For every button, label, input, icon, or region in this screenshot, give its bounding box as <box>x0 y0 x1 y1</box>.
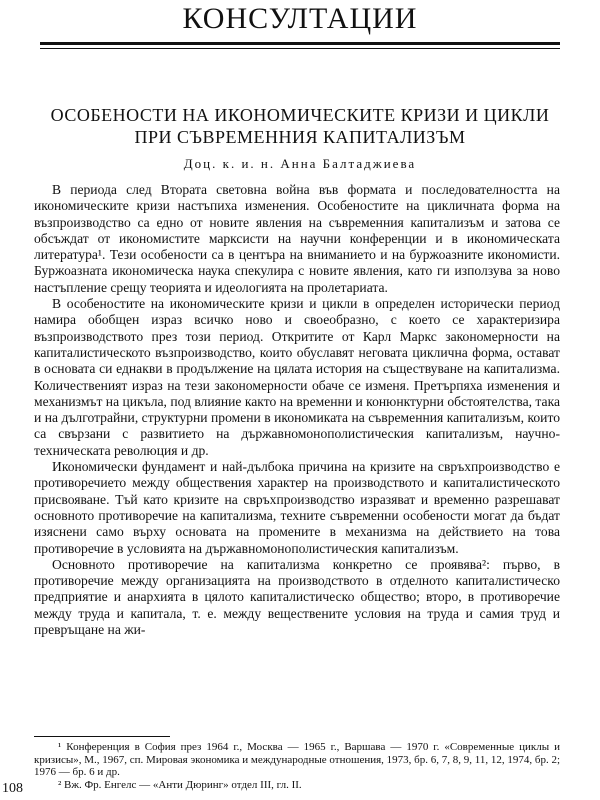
header-rule-thick <box>40 42 560 45</box>
article-title-line-2: ПРИ СЪВРЕМЕННИЯ КАПИТАЛИЗЪМ <box>134 127 466 147</box>
page-number: 108 <box>2 781 23 796</box>
footnote-2: ² Вж. Фр. Енгелс — «Анти Дюринг» отдел III, гл. II. <box>58 778 302 791</box>
article-title-line-1: ОСОБЕНОСТИ НА ИКОНОМИЧЕСКИТЕ КРИЗИ И ЦИКЛИ <box>50 105 550 125</box>
article-title <box>40 104 560 148</box>
section-title: КОНСУЛТАЦИИ <box>182 2 418 35</box>
paragraph-2: В особеностите на икономическите кризи и цикли в определен исторически период намира обобщен израз всичко ново и своеобразно, с което се характеризира възпроизводството през този период. Откритите от Карл Маркс закономерности на капиталистическото възпроизводство, които обуславят неговата циклична форма, остават в основата си еднакви в продължение на цялата история на съществуване на капитализма. Количественият израз на тези закономерности обаче се изменя. Претърпяха изменения и механизмът на цикъла, под влияние както на временни и конюнктурни обстоятелства, така и на дълготрайни, структурни промени в икономиката на съвременния капитализъм, които са свързани с развитието на държавномонополистическия капитализъм, научно-техническата революция и др. <box>34 296 560 458</box>
footnote-divider <box>34 736 170 737</box>
paragraph-4: Основното противоречие на капитализма конкретно се проявява²: първо, в противоречие между организацията на производството в отделното капиталистическо предприятие и анархията в цялото капиталистическо общество; второ, в противоречие между труда и капитала, т. е. между веществените условия на труда и самия труд и превръщане на жи- <box>34 556 560 638</box>
article-body <box>34 182 560 638</box>
footnote-1: ¹ Конференция в София през 1964 г., Москва — 1965 г., Варшава — 1970 г. «Современные циклы и кризисы», М., 1967, сп. Мировая экономика и международные отношения, 1973, бр. 6, 7, 8, 9, 11, 12, 1974, бр. 2; 1976 — бр. 6 и др. <box>34 741 560 779</box>
paragraph-3: Икономически фундамент и най-дълбока причина на кризите на свръхпроизводство е противоречието между обществения характер на производството и капиталистическото присвояване. Тъй като кризите на свръхпроизводство изразяват и временно разрешават основното противоречие на капитализма, техните съвременни особености могат да бъдат изяснени само върху основата на промените в механизма на действието на това противоречие в условията на държавномонополистическия капитализъм. <box>34 459 560 556</box>
paragraph-1: В периода след Втората световна война във формата и последователността на икономическите кризи настъпиха изменения. Особеностите на цикличната форма на възпроизводство са едно от новите явления на съвременния капитализъм и затова се обсъждат от икономистите марксисти на научни конференции и в икономическата литература¹. Тези особености са в центъра на вниманието и на буржоазните икономисти. Буржоазната икономическа наука спекулира с новите явления, като ги използува за ново настъпление срещу теорията и идеологията на пролетариата. <box>34 182 560 295</box>
article-author: Доц. к. и. н. Анна Балтаджиева <box>183 156 417 171</box>
section-header <box>40 0 560 58</box>
header-rule-thin <box>40 48 560 49</box>
footnotes <box>34 741 560 791</box>
